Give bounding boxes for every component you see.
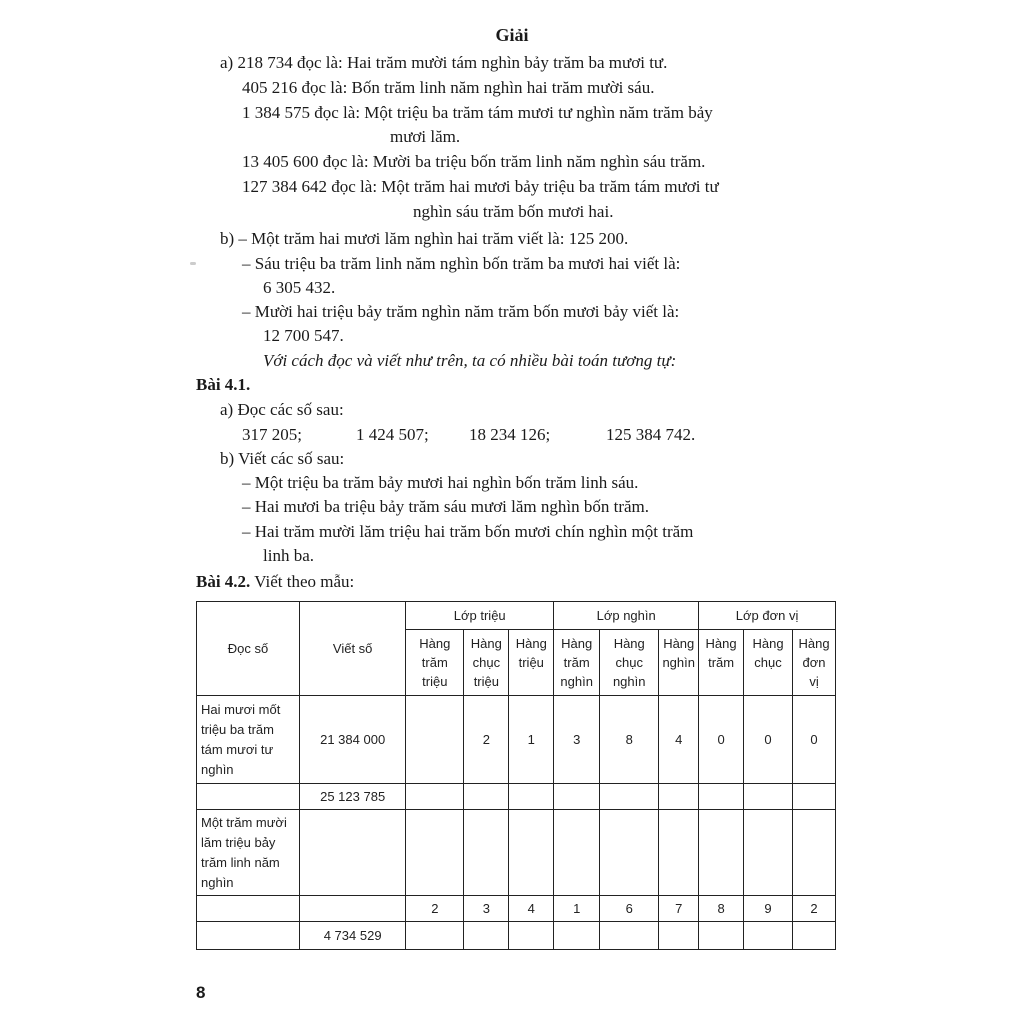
subheader-label: trăm [708,655,735,670]
subheader-label: vị [809,674,819,689]
digit-cell [659,922,699,950]
subheader-label: đơn [802,655,826,670]
digit-cell [744,922,793,950]
digit-cell [793,922,836,950]
bai-4-1-b-item-3-cont: linh ba. [263,546,314,565]
bai-4-1-number-2: 1 424 507; [356,425,429,444]
subheader-label: trăm [563,655,590,670]
subheader-label: trăm [421,655,448,670]
table-row [197,896,836,922]
digit-cell [554,922,600,950]
digit-cell [744,810,793,896]
subheader-5 [659,630,699,696]
part-a-line-1: a) 218 734 đọc là: Hai trăm mười tám nghìn bảy trăm ba mươi tư. [220,53,668,72]
digit-cell [509,922,554,950]
read-number-cell [197,896,300,922]
bai-4-2-heading: Bài 4.2. [196,572,251,591]
subheader-label: nghìn [560,674,593,689]
digit-cell: 1 [509,696,554,784]
part-b-note: Với cách đọc và viết như trên, ta có nhiều bài toán tương tự: [263,351,677,370]
digit-cell: 4 [509,896,554,922]
digit-cell [554,784,600,810]
read-number-cell [197,922,300,950]
digit-cell [554,810,600,896]
subheader-2 [509,630,554,696]
table-row [197,922,836,950]
header-read-number: Đọc số [197,602,300,696]
subheader-label: chục [754,655,782,670]
part-a-line-5: 13 405 600 đọc là: Mười ba triệu bốn trăm linh năm nghìn sáu trăm. [242,152,706,171]
digit-cell: 3 [464,896,509,922]
page-number: 8 [196,983,206,1002]
subheader-label: chục [615,655,643,670]
digit-cell: 4 [659,696,699,784]
read-number-line: nghìn [201,874,234,890]
part-b-line-4: – Mười hai triệu bảy trăm nghìn năm trăm bốn mươi bảy viết là: [242,302,680,321]
place-value-table [196,601,836,950]
digit-cell: 0 [744,696,793,784]
digit-cell [744,784,793,810]
digit-cell [793,784,836,810]
subheader-label: Hàng [663,636,695,651]
subheader-label [509,672,553,691]
part-b-line-5: 12 700 547. [263,326,344,345]
digit-cell: 8 [600,696,659,784]
bai-4-1-b-item-2: – Hai mươi ba triệu bảy trăm sáu mươi lăm nghìn bốn trăm. [242,497,650,516]
digit-cell [464,922,509,950]
header-write-number: Viết số [300,602,406,696]
write-number-cell: 21 384 000 [300,696,406,784]
subheader-label [744,672,792,691]
part-a-line-7: nghìn sáu trăm bốn mươi hai. [413,202,614,221]
subheader-label: nghìn [662,655,695,670]
bai-4-1-b-item-3: – Hai trăm mười lăm triệu hai trăm bốn mươi chín nghìn một trăm [242,522,694,541]
table-row [197,696,836,784]
digit-cell [659,784,699,810]
subheader-label: Hàng [798,636,830,651]
read-number-line: triệu ba trăm [201,721,274,737]
digit-cell: 0 [793,696,836,784]
subheader-label: Hàng [613,636,645,651]
smudge-mark [190,262,196,265]
bai-4-1-b: b) Viết các số sau: [220,449,345,468]
digit-cell [464,784,509,810]
read-number-line: lăm triệu bảy [201,834,276,850]
digit-cell [406,696,464,784]
digit-cell [793,810,836,896]
digit-cell [406,922,464,950]
subheader-label: Hàng [470,636,502,651]
digit-cell [659,810,699,896]
subheader-label: triệu [422,674,448,689]
digit-cell: 1 [554,896,600,922]
page-title: Giải [495,25,529,45]
subheader-label [699,672,743,691]
digit-cell: 2 [406,896,464,922]
digit-cell [509,784,554,810]
digit-cell: 2 [793,896,836,922]
header-group-thousand: Lớp nghìn [554,602,699,630]
digit-cell: 6 [600,896,659,922]
read-number-cell [197,696,300,784]
read-number-line: nghìn [201,761,234,777]
header-group-million: Lớp triệu [406,602,554,630]
digit-cell [600,922,659,950]
subheader-label: chục [472,655,501,670]
digit-cell: 3 [554,696,600,784]
digit-cell [699,784,744,810]
digit-cell [464,810,509,896]
subheader-0 [406,630,464,696]
digit-cell: 7 [659,896,699,922]
subheader-7 [744,630,793,696]
write-number-cell: 25 123 785 [300,784,406,810]
digit-cell [600,810,659,896]
digit-cell: 2 [464,696,509,784]
part-b-line-1: b) – Một trăm hai mươi lăm nghìn hai trăm viết là: 125 200. [220,229,629,248]
subheader-label [659,672,698,691]
subheader-6 [699,630,744,696]
subheader-label: Hàng [561,636,593,651]
digit-cell: 9 [744,896,793,922]
table-header-row-1 [197,602,836,630]
digit-cell [406,810,464,896]
digit-cell [509,810,554,896]
subheader-label: Hàng [705,636,737,651]
digit-cell [600,784,659,810]
bai-4-1-b-item-1: – Một triệu ba trăm bảy mươi hai nghìn bốn trăm linh sáu. [242,473,639,492]
bai-4-1-number-1: 317 205; [242,425,302,444]
digit-cell: 8 [699,896,744,922]
table-row [197,810,836,896]
part-a-line-2: 405 216 đọc là: Bốn trăm linh năm nghìn hai trăm mười sáu. [242,78,655,97]
read-number-line: Hai mươi mốt [201,701,281,717]
write-number-cell [300,896,406,922]
part-a-line-6: 127 384 642 đọc là: Một trăm hai mươi bảy triệu ba trăm tám mươi tư [242,177,719,196]
read-number-line: Một trăm mười [201,814,287,830]
read-number-cell [197,784,300,810]
digit-cell [699,922,744,950]
read-number-line: tám mươi tư [201,741,274,757]
subheader-3 [554,630,600,696]
digit-cell: 0 [699,696,744,784]
part-a-line-4: mươi lăm. [390,127,461,146]
digit-cell [699,810,744,896]
bai-4-1-number-3: 18 234 126; [469,425,551,444]
subheader-label: triệu [473,674,499,689]
bai-4-2-title [196,571,354,593]
subheader-8 [793,630,836,696]
read-number-cell [197,810,300,896]
subheader-label: Hàng [419,636,451,651]
subheader-label: nghìn [612,674,646,689]
subheader-label: Hàng [752,636,784,651]
part-a-line-3: 1 384 575 đọc là: Một triệu ba trăm tám mươi tư nghìn năm trăm bảy [242,103,713,122]
bai-4-2-instruction: Viết theo mẫu: [250,572,355,591]
bai-4-1-heading: Bài 4.1. [196,375,251,394]
header-group-unit: Lớp đơn vị [699,602,836,630]
part-b-line-3: 6 305 432. [263,278,336,297]
write-number-cell [300,810,406,896]
table-row [197,784,836,810]
subheader-1 [464,630,509,696]
write-number-cell: 4 734 529 [300,922,406,950]
bai-4-1-number-4: 125 384 742. [606,425,696,444]
digit-cell [406,784,464,810]
part-b-line-2: – Sáu triệu ba trăm linh năm nghìn bốn trăm ba mươi hai viết là: [242,254,681,273]
bai-4-1-a: a) Đọc các số sau: [220,400,344,419]
subheader-label: Hàng [515,636,547,651]
read-number-line: trăm linh năm [201,854,280,870]
subheader-4 [600,630,659,696]
subheader-label: triệu [518,655,544,670]
